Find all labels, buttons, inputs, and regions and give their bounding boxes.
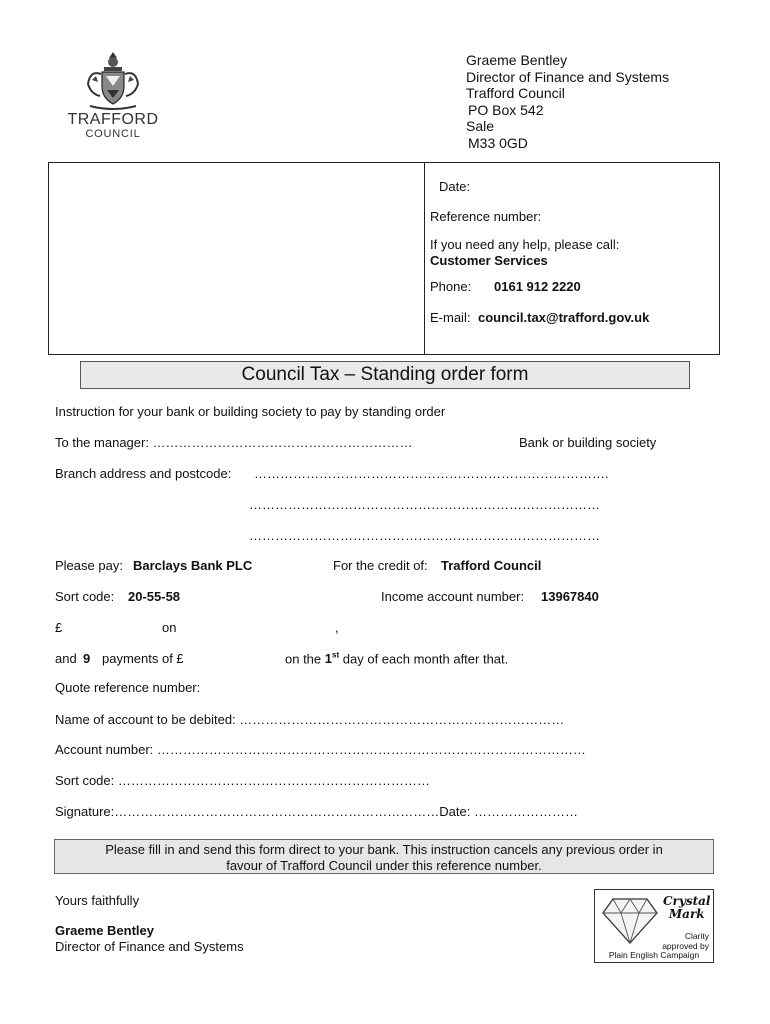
branch-dots-line: ………………………………………………………………………	[249, 528, 600, 543]
address-line: Sale	[466, 118, 495, 134]
account-number-line: Account number: ………………………………………………………………………………………	[55, 742, 586, 757]
to-manager-line: To the manager: ……………………………………………………	[55, 435, 413, 450]
crystal-mark-clarity: Clarity approved by	[662, 931, 709, 951]
address-line: Director of Finance and Systems	[466, 68, 670, 85]
address-line: Graeme Bentley	[466, 52, 568, 68]
crystal-mark-title: Crystal Mark	[663, 894, 711, 921]
instruction-notice	[54, 839, 714, 874]
day-text: day of each month after that.	[342, 651, 509, 667]
phone-value: 0161 912 2220	[494, 279, 581, 294]
sort-code-label: Sort code:	[55, 589, 115, 604]
branch-dots-line: ……………………………………………………………………….	[254, 466, 609, 481]
signatory-name: Graeme Bentley	[55, 923, 154, 938]
address-line: PO Box 542	[468, 101, 544, 118]
notice-line-2: favour of Trafford Council under this reference number.	[226, 858, 542, 873]
notice-line-1: Please fill in and send this form direct to your bank. This instruction cancels any previous order in	[105, 842, 663, 857]
plain-english-campaign: Plain English Campaign	[608, 950, 700, 960]
please-pay-value: Barclays Bank PLC	[133, 558, 253, 573]
payments-of-label: payments of £	[102, 651, 184, 666]
form-title: Council Tax – Standing order form	[80, 361, 690, 389]
first-day: 1st	[324, 651, 340, 667]
email-value: council.tax@trafford.gov.uk	[478, 310, 650, 325]
first-payment-text	[285, 651, 508, 666]
please-pay-label: Please pay:	[55, 558, 123, 573]
address-line: Trafford Council	[466, 85, 565, 101]
on-label: on	[162, 620, 177, 635]
trafford-council-logo	[58, 50, 168, 150]
credit-label: For the credit of:	[333, 558, 428, 573]
diamond-icon	[601, 895, 659, 945]
logo-name: TRAFFORD	[67, 111, 159, 128]
instruction-text: Instruction for your bank or building society to pay by standing order	[55, 404, 446, 419]
date-label: Date:	[439, 179, 471, 194]
phone-label: Phone:	[430, 279, 472, 294]
sort-code-value: 20-55-58	[128, 589, 181, 604]
pound-sign: £	[55, 620, 63, 635]
signatory-role: Director of Finance and Systems	[55, 939, 244, 954]
sort-code-line: Sort code: ………………………………………………………………	[55, 773, 430, 788]
income-account-label: Income account number:	[381, 589, 525, 604]
bank-or-society-label: Bank or building society	[519, 435, 657, 450]
branch-address-label: Branch address and postcode:	[55, 466, 232, 481]
sender-address	[466, 52, 669, 151]
quote-reference-label: Quote reference number:	[55, 680, 201, 695]
help-text: If you need any help, please call:	[430, 237, 620, 252]
yours-faithfully: Yours faithfully	[55, 893, 140, 908]
reference-label: Reference number:	[430, 209, 542, 224]
payments-count: 9	[83, 651, 91, 666]
on-the-label: on the	[285, 651, 322, 667]
and-label: and	[55, 651, 77, 666]
recipient-address-box	[48, 162, 425, 355]
email-label: E-mail:	[430, 310, 471, 325]
comma: ,	[335, 620, 339, 635]
account-name-line: Name of account to be debited: …………………………………………………………………	[55, 712, 565, 727]
branch-dots-line: ………………………………………………………………………	[249, 497, 600, 512]
income-account-value: 13967840	[541, 589, 599, 604]
contact-info-box	[423, 162, 720, 355]
help-dept: Customer Services	[430, 253, 548, 268]
signature-line: Signature:…………………………………………………………………Date: ……………………	[55, 804, 578, 819]
coat-of-arms-icon	[82, 50, 144, 112]
credit-value: Trafford Council	[441, 558, 542, 573]
crystal-mark-badge	[594, 889, 714, 963]
logo-sub: COUNCIL	[85, 128, 141, 140]
address-line: M33 0GD	[468, 134, 528, 151]
